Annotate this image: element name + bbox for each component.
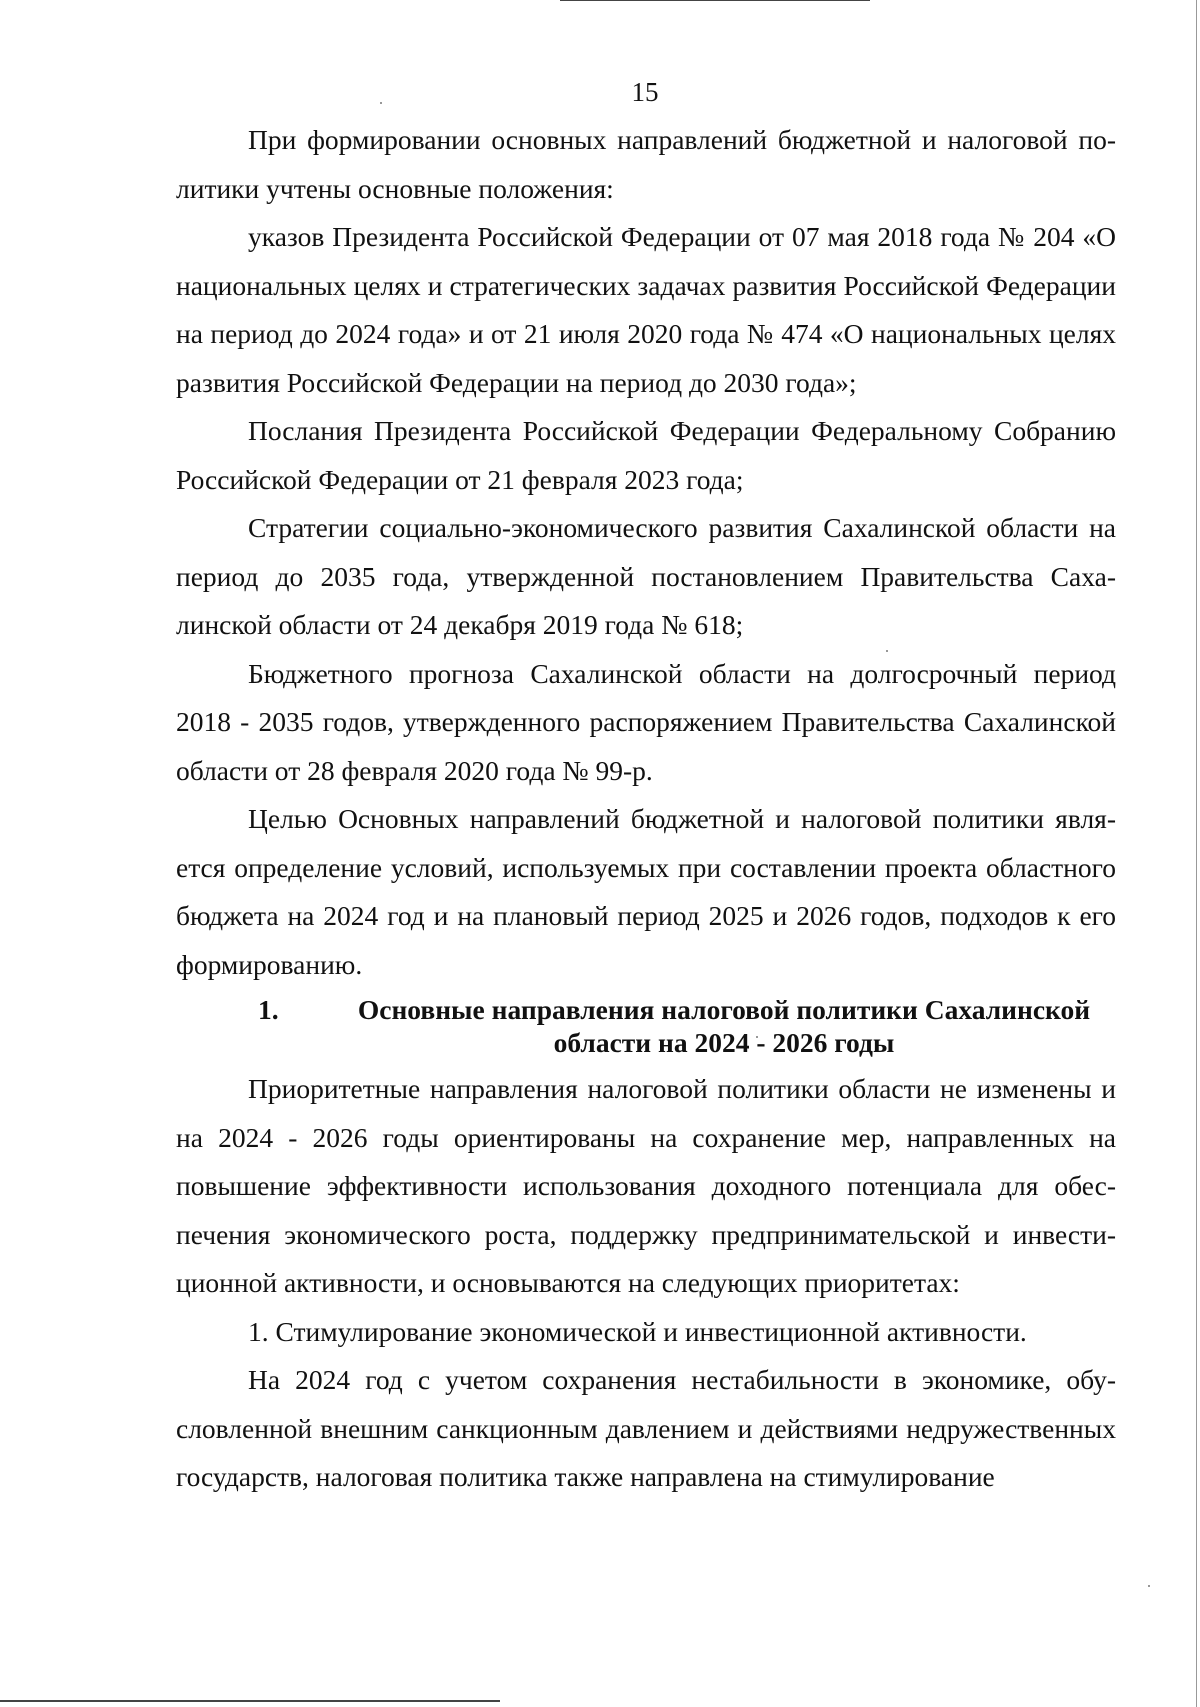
section-title: Основные направления налоговой политики Сахалинской области на 2024 - 2026 годы xyxy=(357,994,1091,1058)
scan-artifact-right-edge xyxy=(1196,0,1197,1707)
scan-artifact-top xyxy=(560,0,870,1)
paragraph-priorities: Приоритетные направления налоговой политики области не изменены и на 2024 - 2026 годы ориентированы на сохранение мер, направленных на повышение эффективности использования доходного потенциала для обеспечения экономического роста, поддержку предпринимательской и инвестиционной активности, и основываются на следующих приоритетах: xyxy=(176,1073,1116,1298)
paragraph-priority-1: 1. Стимулирование экономической и инвестиционной активности. xyxy=(248,1315,1027,1347)
scan-artifact-bottom xyxy=(0,1700,500,1702)
page-number: 15 xyxy=(631,77,659,107)
section-number: 1. xyxy=(258,994,279,1025)
paragraph-budget-forecast: Бюджетного прогноза Сахалинской области на долгосрочный период 2018 - 2035 годов, утвержденного распоряжением Правительства Сахалинской области от 28 февраля 2020 года № 99-р. xyxy=(176,657,1116,786)
paragraph-strategy: Стратегии социально-экономического развития Сахалинской области на период до 2035 года, утвержденной постановлением Правительства Сахалинской области от 24 декабря 2019 года № 618; xyxy=(176,512,1116,640)
paragraph-decrees: указов Президента Российской Федерации от 07 мая 2018 года № 204 «О национальных целях и стратегических задачах развития Российской Федерации на период до 2024 года» и от 21 июля 2020 года № 474 «О национальных целях развития Российской Федерации на период до 2030 года»; xyxy=(176,221,1116,398)
document-body xyxy=(176,116,1116,1502)
paragraph-address: Послания Президента Российской Федерации Федеральному Собранию Российской Федерации от 21 февраля 2023 года; xyxy=(176,415,1116,495)
paragraph-2024-policy: На 2024 год с учетом сохранения нестабильности в экономике, обусловленной внешним санкционным давлением и действиями недружественных государств, налоговая политика также направлена на стимулирование xyxy=(176,1364,1116,1492)
scan-speck xyxy=(1148,1585,1150,1587)
paragraph-intro: При формировании основных направлений бюджетной и налоговой политики учтены основные положения: xyxy=(176,124,1116,204)
paragraph-goal: Целью Основных направлений бюджетной и налоговой политики является определение условий, используемых при составлении проекта областного бюджета на 2024 год и на плановый период 2025 и 2026 годов, подходов к его формированию. xyxy=(176,803,1116,980)
section-heading xyxy=(176,993,1116,1059)
